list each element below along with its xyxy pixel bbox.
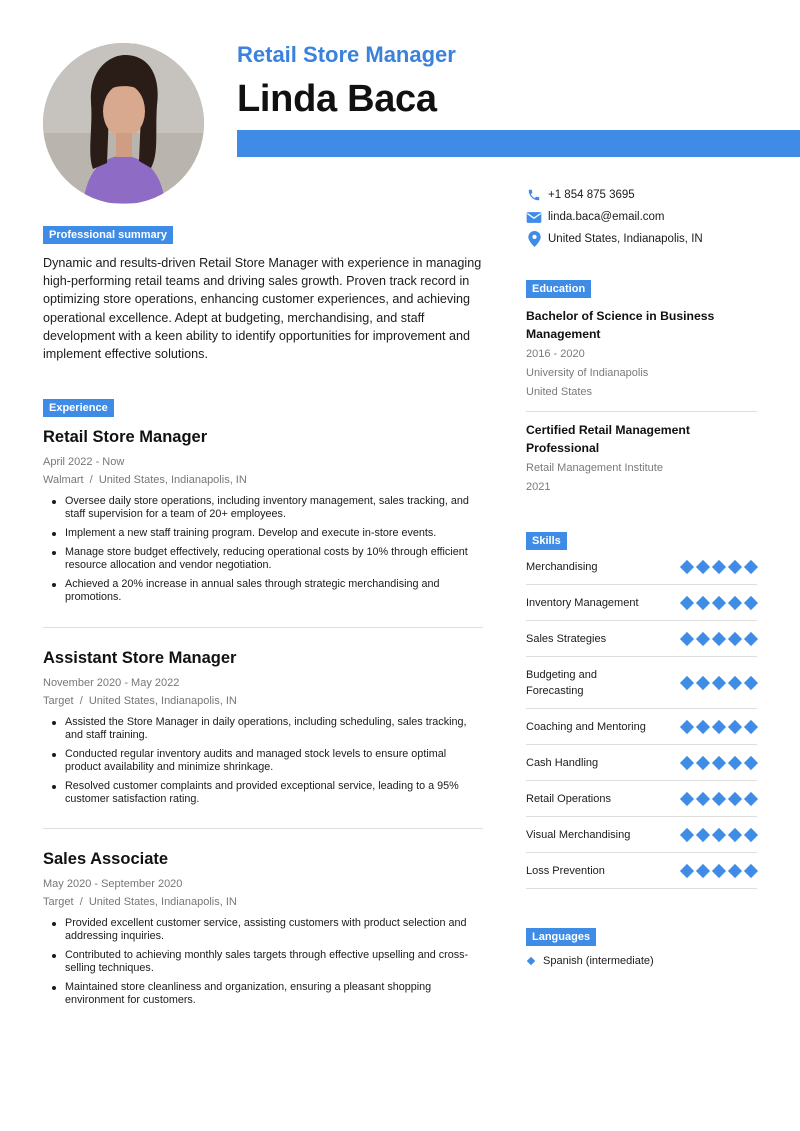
education-degree: Bachelor of Science in Business Management (526, 309, 715, 341)
rating-diamond-icon (744, 631, 758, 645)
skill-rating (681, 562, 757, 572)
education-year: 2021 (526, 481, 551, 493)
rating-diamond-icon (680, 559, 694, 573)
rating-diamond-icon (728, 631, 742, 645)
education-degree: Certified Retail Management Professional (526, 423, 690, 455)
rating-diamond-icon (696, 559, 710, 573)
language-item (528, 955, 654, 967)
rating-diamond-icon (728, 863, 742, 877)
rating-diamond-icon (680, 863, 694, 877)
job-bullet: Achieved a 20% increase in annual sales through strategic merchandising and promotions. (65, 578, 483, 604)
rating-diamond-icon (712, 827, 726, 841)
rating-diamond-icon (712, 631, 726, 645)
contact-email-text[interactable]: linda.baca@email.com (548, 211, 665, 223)
contact-location-text: United States, Indianapolis, IN (548, 233, 703, 245)
header-accent-bar (237, 130, 800, 157)
rating-diamond-icon (696, 631, 710, 645)
skill-rating (681, 678, 757, 688)
rating-diamond-icon (680, 675, 694, 689)
contact-email (526, 206, 786, 228)
skill-rating (681, 598, 757, 608)
rating-diamond-icon (728, 791, 742, 805)
job-dates: May 2020 - September 2020 (43, 878, 183, 890)
job-bullets (43, 917, 483, 1007)
rating-diamond-icon (712, 791, 726, 805)
rating-diamond-icon (728, 675, 742, 689)
job-company-location: Target / United States, Indianapolis, IN (43, 896, 237, 908)
location-pin-icon (526, 231, 542, 247)
contact-location (526, 228, 786, 250)
skill-rating (681, 634, 757, 644)
job-bullet: Contributed to achieving monthly sales targets through effective upselling and cross-selling techniques. (65, 949, 483, 975)
rating-diamond-icon (728, 595, 742, 609)
skill-rating (681, 722, 757, 732)
skill-row (526, 781, 757, 817)
rating-diamond-icon (680, 631, 694, 645)
education-school: University of Indianapolis (526, 367, 649, 379)
experience-heading: Experience (43, 399, 114, 417)
skill-rating (681, 830, 757, 840)
job-bullet: Oversee daily store operations, including inventory management, sales tracking, and staff supervision for a team of 20+ employees. (65, 495, 483, 521)
skill-row (526, 585, 757, 621)
job-company-location: Walmart / United States, Indianapolis, IN (43, 474, 247, 486)
skill-row (526, 657, 757, 709)
job-bullets (43, 716, 483, 806)
skill-name: Inventory Management (526, 596, 639, 609)
experience-item (43, 428, 483, 610)
education-item (526, 307, 758, 402)
education-divider (526, 411, 757, 412)
job-bullet: Maintained store cleanliness and organization, ensuring a pleasant shopping environment for customers. (65, 981, 483, 1007)
skill-row (526, 817, 757, 853)
experience-item (43, 649, 483, 812)
header-job-title: Retail Store Manager (237, 42, 456, 67)
rating-diamond-icon (744, 827, 758, 841)
skills-list (526, 549, 757, 889)
job-company: Walmart (43, 474, 84, 486)
education-item (526, 421, 758, 497)
rating-diamond-icon (744, 675, 758, 689)
section-divider (43, 627, 483, 628)
job-dates: November 2020 - May 2022 (43, 677, 180, 689)
education-heading: Education (526, 280, 591, 298)
rating-diamond-icon (680, 755, 694, 769)
job-bullet: Conducted regular inventory audits and managed stock levels to ensure optimal product availability and minimize shrinkage. (65, 748, 483, 774)
job-company: Target (43, 896, 74, 908)
skill-row (526, 745, 757, 781)
job-dates: April 2022 - Now (43, 456, 125, 468)
rating-diamond-icon (744, 791, 758, 805)
diamond-bullet-icon (527, 957, 535, 965)
rating-diamond-icon (696, 791, 710, 805)
job-bullet: Manage store budget effectively, reducing operational costs by 10% through efficient resource allocation and vendor negotiation. (65, 546, 483, 572)
rating-diamond-icon (728, 719, 742, 733)
rating-diamond-icon (680, 791, 694, 805)
rating-diamond-icon (680, 719, 694, 733)
contact-phone (526, 184, 786, 206)
email-icon (526, 209, 542, 225)
contact-phone-text[interactable]: +1 854 875 3695 (548, 189, 635, 201)
rating-diamond-icon (744, 595, 758, 609)
skills-heading: Skills (526, 532, 567, 550)
rating-diamond-icon (696, 675, 710, 689)
rating-diamond-icon (696, 595, 710, 609)
rating-diamond-icon (728, 755, 742, 769)
contact-block (526, 184, 786, 250)
rating-diamond-icon (696, 755, 710, 769)
rating-diamond-icon (680, 827, 694, 841)
rating-diamond-icon (696, 863, 710, 877)
summary-heading: Professional summary (43, 226, 173, 244)
skill-row (526, 549, 757, 585)
languages-heading: Languages (526, 928, 596, 946)
job-company: Target (43, 695, 74, 707)
skill-row (526, 853, 757, 889)
job-bullet: Provided excellent customer service, assisting customers with product selection and addressing inquiries. (65, 917, 483, 943)
job-location: United States, Indianapolis, IN (98, 474, 247, 486)
rating-diamond-icon (744, 755, 758, 769)
rating-diamond-icon (680, 595, 694, 609)
skill-name: Visual Merchandising (526, 828, 631, 841)
skill-name: Budgeting and Forecasting (526, 668, 597, 697)
header-name: Linda Baca (237, 78, 437, 120)
section-divider (43, 828, 483, 829)
skill-name: Coaching and Mentoring (526, 720, 646, 733)
skill-name: Cash Handling (526, 756, 599, 769)
job-bullets (43, 495, 483, 604)
skill-row (526, 709, 757, 745)
rating-diamond-icon (728, 827, 742, 841)
skill-row (526, 621, 757, 657)
language-name: Spanish (intermediate) (543, 955, 654, 967)
education-years: 2016 - 2020 (526, 348, 585, 360)
rating-diamond-icon (712, 559, 726, 573)
education-country: United States (526, 386, 593, 398)
rating-diamond-icon (712, 675, 726, 689)
rating-diamond-icon (712, 863, 726, 877)
skill-rating (681, 794, 757, 804)
job-title: Retail Store Manager (43, 428, 208, 446)
job-title: Assistant Store Manager (43, 649, 237, 667)
skill-rating (681, 758, 757, 768)
job-location: United States, Indianapolis, IN (88, 695, 237, 707)
rating-diamond-icon (712, 595, 726, 609)
summary-text: Dynamic and results-driven Retail Store Manager with experience in managing high-performing retail teams and driving sales growth. Proven track record in optimizing store operations, enhancing customer experiences, and achieving operational excellence. Adept at budgeting, merchandising, and staff development with a keen ability to identify opportunities for improvement and implement effective solutions. (43, 256, 482, 362)
rating-diamond-icon (744, 863, 758, 877)
job-location: United States, Indianapolis, IN (88, 896, 237, 908)
skill-name: Sales Strategies (526, 632, 607, 645)
rating-diamond-icon (728, 559, 742, 573)
skill-name: Merchandising (526, 560, 598, 573)
job-bullet: Implement a new staff training program. Develop and execute in-store events. (65, 527, 483, 540)
job-bullet: Resolved customer complaints and provided exceptional service, leading to a 95% customer satisfaction rating. (65, 780, 483, 806)
rating-diamond-icon (712, 755, 726, 769)
skill-rating (681, 866, 757, 876)
skill-name: Loss Prevention (526, 864, 605, 877)
rating-diamond-icon (712, 719, 726, 733)
profile-photo (43, 43, 204, 204)
education-school: Retail Management Institute (526, 462, 663, 474)
experience-item (43, 850, 483, 1013)
job-title: Sales Associate (43, 850, 169, 868)
phone-icon (526, 187, 542, 203)
rating-diamond-icon (744, 559, 758, 573)
skill-name: Retail Operations (526, 792, 611, 805)
job-bullet: Assisted the Store Manager in daily operations, including scheduling, sales tracking, and staff training. (65, 716, 483, 742)
rating-diamond-icon (696, 719, 710, 733)
rating-diamond-icon (696, 827, 710, 841)
job-company-location: Target / United States, Indianapolis, IN (43, 695, 237, 707)
rating-diamond-icon (744, 719, 758, 733)
